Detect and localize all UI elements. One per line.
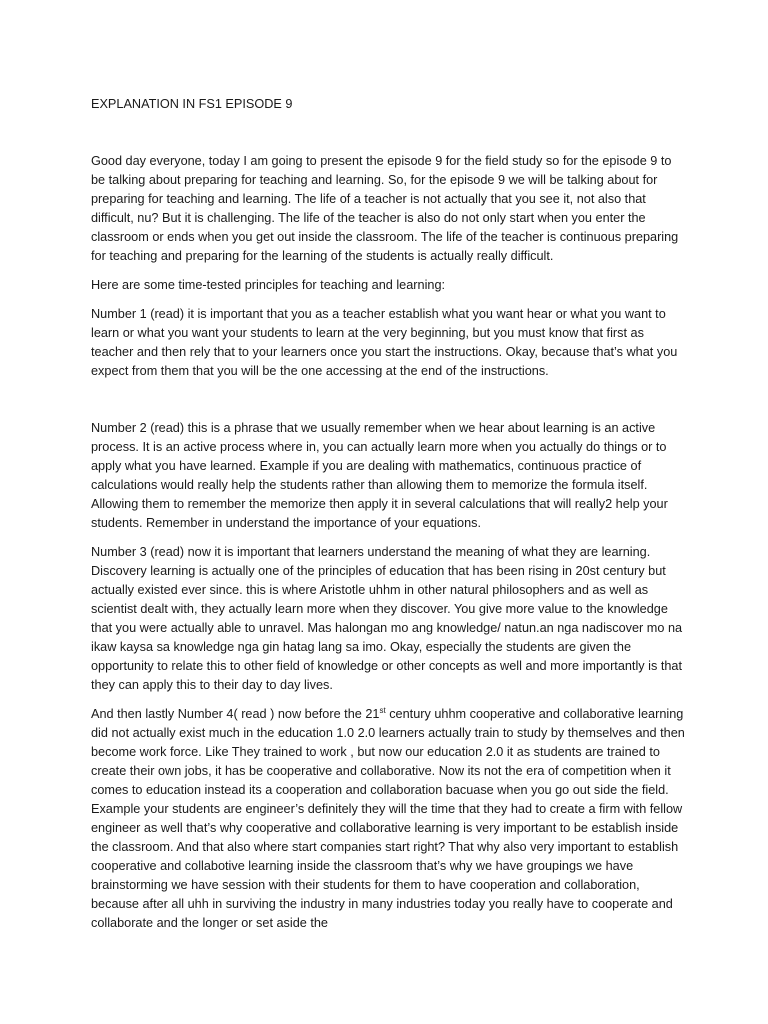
document-body bbox=[91, 95, 685, 943]
paragraph-number-3: Number 3 (read) now it is important that learners understand the meaning of what they are learning. Discovery learning is actually one of the principles of education that has been rising in 20st century but actually existed ever since. this is where Aristotle uhhm in other natural philosophers and as well as scientist dealt with, they actually learn more when they discover. You give more value to the knowledge that you were actually able to unravel. Mas halongan mo ang knowledge/ natun.an nga nadiscover mo na ikaw kaysa sa knowledge nga gin hatag lang sa imo. Okay, especially the students are given the opportunity to relate this to other field of knowledge or other concepts as well and more importantly is that they can apply this to their day to day lives. bbox=[91, 545, 683, 692]
ordinal-superscript: st bbox=[379, 705, 386, 715]
paragraph-number-4 bbox=[91, 705, 685, 933]
paragraph-number-4-rest: century uhhm cooperative and collaborative learning did not actually exist much in the education 1.0 2.0 learners actually train to study by themselves and then become work force. Like They trained to work , but now our education 2.0 it as students are trained to create their own jobs, it has be cooperative and collaborative. Now its not the era of competition when it comes to education instead its a cooperation and collaboration bacuase when you go out side the field. Example your students are engineer’s definitely they will the time that they had to create a firm with fellow engineer as well that’s why cooperative and collaborative learning is very important to be establish inside the classroom. And that also where start companies start right? That why also very important to establish cooperative and collabotive learning inside the classroom that’s why we have groupings we have brainstorming we have session with their students for them to have cooperation and collaboration, because after all uhh in surviving the industry in many industries today you really have to cooperate and collaborate and the longer or set aside the bbox=[91, 707, 685, 930]
paragraph-principles-heading: Here are some time-tested principles for teaching and learning: bbox=[91, 278, 446, 292]
paragraph-number-4-start: And then lastly Number 4( read ) now before the 21 bbox=[91, 707, 380, 721]
document-title: EXPLANATION IN FS1 EPISODE 9 bbox=[91, 97, 293, 111]
paragraph-number-2: Number 2 (read) this is a phrase that we usually remember when we hear about learning is an active process. It is an active process where in, you can actually learn more when you actually do things or to apply what you have learned. Example if you are dealing with mathematics, continuous practice of calculations would really help the students rather than allowing them to memorize the formula itself. Allowing them to remember the memorize then apply it in several calculations that will really2 help your students. Remember in understand the importance of your equations. bbox=[91, 421, 668, 530]
paragraph-intro: Good day everyone, today I am going to present the episode 9 for the field study so for the episode 9 to be talking about preparing for teaching and learning. So, for the episode 9 we will be talking about for preparing for teaching and learning. The life of a teacher is not actually that you see it, not also that difficult, nu? But it is challenging. The life of the teacher is also do not only start when you enter the classroom or ends when you get out inside the classroom. The life of the teacher is continuous preparing for teaching and preparing for the learning of the students is actually really difficult. bbox=[91, 154, 679, 263]
paragraph-number-1: Number 1 (read) it is important that you as a teacher establish what you want hear or what you want to learn or what you want your students to learn at the very beginning, but you must know that first as teacher and then rely that to your learners once you start the instructions. Okay, because that’s what you expect from them that you will be the one accessing at the end of the instructions. bbox=[91, 307, 678, 378]
